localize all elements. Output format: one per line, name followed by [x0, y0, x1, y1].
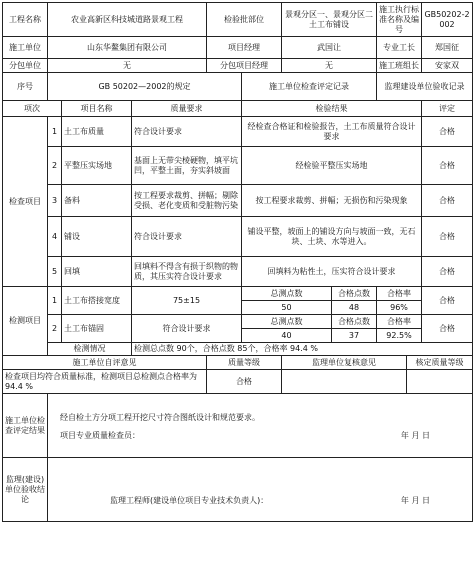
check-result: 经检查合格证和检验报告，土工布质量符合设计要求 — [242, 117, 422, 147]
standard-code: GB50202-2002 — [422, 3, 473, 37]
inspection-form — [2, 2, 472, 567]
approved-grade-value — [407, 370, 473, 394]
measure-rate-label: 合格率 — [377, 315, 422, 329]
measure-name: 土工布锚固 — [62, 315, 132, 343]
measure-pass-label: 合格点数 — [332, 287, 377, 301]
check-no: 4 — [48, 217, 62, 257]
contractor-date: 年 月 日 — [400, 430, 430, 440]
self-eval-label: 施工单位自评意见 — [3, 356, 207, 370]
foreman-name: 郑国征 — [422, 37, 473, 59]
contractor-signer: 项目专业质量检查员： — [60, 430, 140, 440]
check-result: 经检验平整压实场地 — [242, 147, 422, 185]
supervisor-date: 年 月 日 — [400, 495, 430, 505]
check-row — [3, 147, 473, 185]
measure-no: 2 — [48, 315, 62, 343]
check-quality: 符合设计要求 — [132, 117, 242, 147]
standard-label: 施工执行标准名称及编号 — [377, 3, 422, 37]
team-leader-label: 施工班组长 — [377, 59, 422, 73]
check-quality: 符合设计要求 — [132, 217, 242, 257]
check-no: 1 — [48, 117, 62, 147]
measure-judge: 合格 — [422, 315, 473, 343]
check-no: 2 — [48, 147, 62, 185]
spec-text: GB 50202—2002的规定 — [48, 73, 242, 101]
review-value — [282, 370, 407, 394]
measure-summary-text: 检测总点数 90个，合格点数 85个，合格率 94.4 % — [132, 343, 473, 356]
pm-label: 项目经理 — [207, 37, 282, 59]
check-result: 按工程要求裁剪、拼幅；无损伤和污染现象 — [242, 185, 422, 217]
check-name: 回填 — [62, 257, 132, 287]
col-result: 检验结果 — [242, 101, 422, 117]
contractor-conclusion — [48, 394, 473, 458]
check-judge: 合格 — [422, 217, 473, 257]
check-row — [3, 117, 473, 147]
measure-no: 1 — [48, 287, 62, 315]
check-quality: 基面上无带尖棱硬物，填平坑凹，平整土面，夯实斜坡面 — [132, 147, 242, 185]
check-row — [3, 257, 473, 287]
supervisor-conclusion — [48, 458, 473, 522]
seq-label: 序号 — [3, 73, 48, 101]
review-label: 监理单位复核意见 — [282, 356, 407, 370]
check-quality: 按工程要求裁剪、拼幅；剔除受损、老化变质和受脏物污染 — [132, 185, 242, 217]
check-row — [3, 217, 473, 257]
grade-label: 质量等级 — [207, 356, 282, 370]
check-name: 备料 — [62, 185, 132, 217]
check-judge: 合格 — [422, 185, 473, 217]
self-eval-text: 检查项目均符合质量标准，检测项目总检测点合格率为 94.4 % — [3, 370, 207, 394]
check-no: 3 — [48, 185, 62, 217]
foreman-label: 专业工长 — [377, 37, 422, 59]
check-quality: 回填料不得含有损于织物的物质，其压实符合设计要求 — [132, 257, 242, 287]
measure-total: 50 — [242, 301, 332, 315]
team-leader-name: 安家双 — [422, 59, 473, 73]
supervisor-conclusion-label: 监理(建设)单位验收结论 — [3, 458, 48, 522]
sub-pm-name: 无 — [282, 59, 377, 73]
inspection-part: 景观分区一、景观分区二土工布铺设 — [282, 3, 377, 37]
inspection-part-label: 检验批部位 — [207, 3, 282, 37]
subcontractor-label: 分包单位 — [3, 59, 48, 73]
measure-pass: 48 — [332, 301, 377, 315]
measure-rate: 96% — [377, 301, 422, 315]
measure-group-label: 检测项目 — [3, 287, 48, 356]
sub-pm-label: 分包项目经理 — [207, 59, 282, 73]
subcontractor: 无 — [48, 59, 207, 73]
measure-rate-label: 合格率 — [377, 287, 422, 301]
col-name: 项目名称 — [62, 101, 132, 117]
contractor-eval-label: 施工单位检查评定记录 — [242, 73, 377, 101]
measure-quality: 75±15 — [132, 287, 242, 315]
check-result: 铺设平整，坡面上的铺设方向与坡面一致，无石块、土块、水等进入。 — [242, 217, 422, 257]
measure-total-label: 总测点数 — [242, 287, 332, 301]
contractor-label: 施工单位 — [3, 37, 48, 59]
measure-name: 土工布搭接宽度 — [62, 287, 132, 315]
measure-quality: 符合设计要求 — [132, 315, 242, 343]
supervisor-label: 监理建设单位验收记录 — [377, 73, 473, 101]
measure-rate: 92.5% — [377, 329, 422, 343]
check-name: 铺设 — [62, 217, 132, 257]
check-result: 回填料为粘性土，压实符合设计要求 — [242, 257, 422, 287]
check-group-label: 检查项目 — [3, 117, 48, 287]
measure-pass: 37 — [332, 329, 377, 343]
pm-name: 武国让 — [282, 37, 377, 59]
supervisor-signer: 监理工程师(建设单位项目专业技术负责人)： — [110, 495, 269, 505]
measure-total: 40 — [242, 329, 332, 343]
col-judge: 评定 — [422, 101, 473, 117]
measure-pass-label: 合格点数 — [332, 315, 377, 329]
check-row — [3, 185, 473, 217]
measure-total-label: 总测点数 — [242, 315, 332, 329]
check-judge: 合格 — [422, 147, 473, 185]
project-name-label: 工程名称 — [3, 3, 48, 37]
project-name: 农业高新区科技城道路景观工程 — [48, 3, 207, 37]
col-item: 项次 — [3, 101, 62, 117]
self-eval-grade: 合格 — [207, 370, 282, 394]
contractor-conclusion-label: 施工单位检查评定结果 — [3, 394, 48, 458]
measure-summary-label: 检测情况 — [48, 343, 132, 356]
check-name: 平整压实场地 — [62, 147, 132, 185]
check-name: 土工布质量 — [62, 117, 132, 147]
check-judge: 合格 — [422, 117, 473, 147]
contractor-conclusion-text: 经自检土方分项工程开挖尺寸符合图纸设计和规范要求。 — [60, 412, 260, 422]
approved-grade-label: 核定质量等级 — [407, 356, 473, 370]
form-table — [2, 2, 473, 522]
check-no: 5 — [48, 257, 62, 287]
contractor: 山东华鳌集团有限公司 — [48, 37, 207, 59]
col-quality: 质量要求 — [132, 101, 242, 117]
measure-judge: 合格 — [422, 287, 473, 315]
check-judge: 合格 — [422, 257, 473, 287]
